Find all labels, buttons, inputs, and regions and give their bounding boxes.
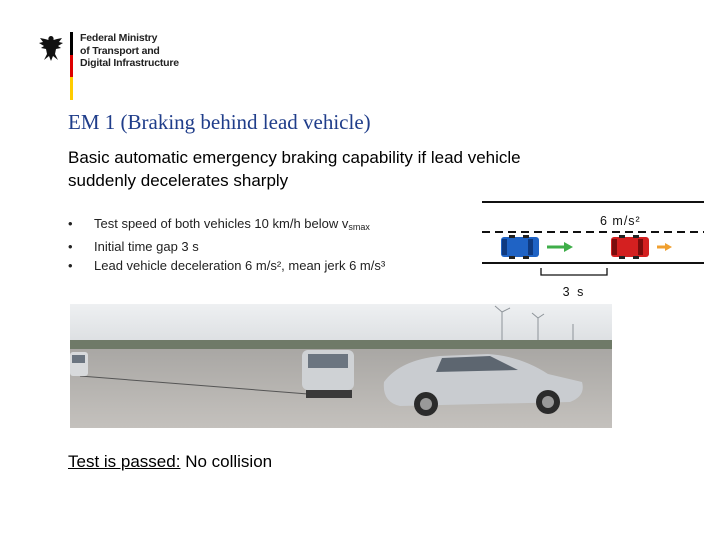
ministry-line-1: Federal Ministry [80,32,158,44]
parked-vehicle [70,352,88,376]
list-item [68,237,385,256]
bullet-text: Initial time gap 3 s [94,239,199,254]
slide-subtitle: Basic automatic emergency braking capability if lead vehicle suddenly decelerates sharply [68,148,521,190]
test-conditions-list [68,214,385,275]
result-value: No collision [185,452,273,471]
list-item [68,214,385,237]
german-flag-stripe [70,32,73,100]
ministry-logo [38,30,178,100]
lead-direction-arrow [657,243,672,251]
bullet-subscript: smax [348,222,370,232]
test-result [68,452,272,472]
bullet-marker: • [68,239,73,254]
bullet-marker: • [68,216,73,231]
bullet-marker: • [68,258,73,273]
ego-direction-arrow [547,242,573,252]
ego-vehicle [501,235,539,259]
flag-black [70,32,73,55]
flag-red [70,55,73,78]
bullet-text: Test speed of both vehicles 10 km/h below v [94,216,349,231]
result-label: Test is passed: [68,452,181,471]
deceleration-label: 6 m/s² [600,214,641,228]
test-track-photo [70,304,612,428]
lead-vehicle [611,235,649,259]
bullet-text: Lead vehicle deceleration 6 m/s², mean jerk 6 m/s³ [94,258,386,273]
federal-eagle-icon [38,34,64,62]
flag-gold [70,77,73,100]
ministry-line-3: Digital Infrastructure [80,57,179,69]
list-item [68,256,385,275]
slide-title: EM 1 (Braking behind lead vehicle) [68,110,371,134]
time-gap-label: 3 s [562,285,586,299]
tree-line [70,340,612,349]
target-vehicle [302,350,354,398]
ministry-name [80,32,179,70]
test-scenario-diagram [478,190,704,310]
ministry-line-2: of Transport and [80,44,160,57]
time-gap-bracket [541,268,607,275]
